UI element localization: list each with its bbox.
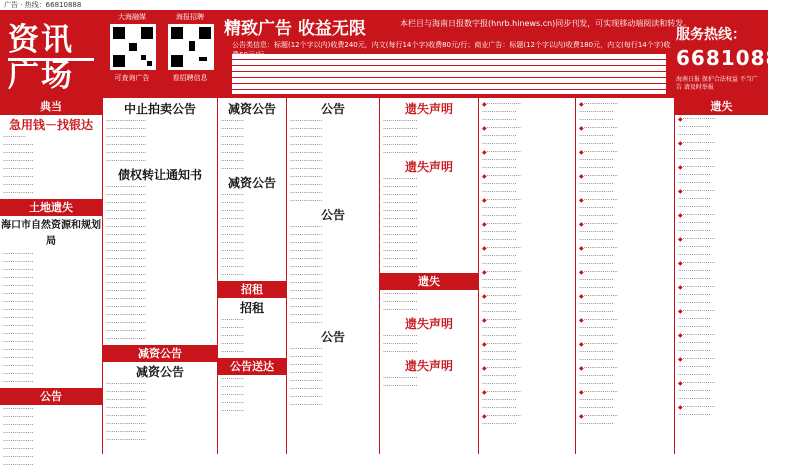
ad-body: ·················· ·················· — [383, 375, 418, 390]
ad-title-yinda: 急用钱－找银达 — [8, 118, 93, 132]
column-3 — [218, 98, 287, 454]
rates-text: 公告类信息：标题(12个字以内)收费240元，内文(每行14个字)收费80元/行；商业广告：标题(12个字以内)收费180元，内文(每行14个字)收 — [232, 41, 671, 49]
ad-title-reduction: 减资公告 — [135, 365, 184, 379]
section-logo — [8, 22, 94, 94]
section-land-loss: 土地遗失 — [0, 199, 102, 216]
section-notice-delivery: 公告送达 — [218, 358, 286, 375]
hotline-number: 66810888 — [676, 46, 795, 70]
ad-body: ····················· ····················· ····················· ····················· ····················· ····················· ····················· ····················· ····················· ····················· ····················· ····················· ····················· ····················· ····················· ····················· ····················· ····················· ····················· ····················· — [106, 184, 147, 343]
ad-title-bureau: 海口市自然资源和规划局 — [1, 220, 101, 247]
ad-body: ····················· ····················· ····················· ····················· ····················· ····················· — [106, 118, 147, 165]
ad-body: ············ ············ ············ ············ ············ ············ ············ — [221, 118, 244, 173]
ad-title-debt: 债权转让通知书 — [117, 168, 202, 182]
ad-body: ·················· ·················· ·················· ·················· ·················· — [383, 118, 418, 157]
column-8 — [675, 98, 768, 454]
ad-body: ············ ············ ············ ············ ············ — [221, 376, 244, 415]
ad-title-auction: 中止拍卖公告 — [123, 102, 196, 116]
ad-body: ············ ················ ················ ················ ················ ················ ················ ················ — [3, 134, 34, 197]
section-capital-reduction: 减资公告 — [103, 345, 217, 362]
ad-body: ············ ············ ············ ············ ············ ············ ············ ············ ············ ············ ············ — [221, 192, 244, 279]
ad-title-notice: 公告 — [320, 330, 345, 344]
section-rent: 招租 — [218, 281, 286, 298]
qr-left-label: 可查询广告 — [114, 74, 150, 82]
ad-title-notice: 公告 — [320, 102, 345, 116]
logo-line-1: 资讯 — [8, 22, 74, 58]
slogan: 精致广告 收益无限 — [224, 19, 366, 39]
qr-left-title: 大海融媒 — [118, 13, 146, 21]
ad-body: ············ ············ ············ ············ ············ — [221, 317, 244, 356]
bulleted-list: ◆·················· ·················· ·················· ◆·················· ·················· ·················· ◆·················· ·················· ·················· ◆·················· ·················· ·················· ◆·················· ·················· ·················· ◆·················· ·················· ·················· ◆·················· ·················· ·················· ◆·················· ·················· ·················· ◆·················· ·················· ·················· ◆·················· ·················· ·················· ◆·················· ·················· ·················· ◆·················· ·················· ·················· ◆·················· ·················· ·················· ◆·················· ·················· — [482, 101, 521, 428]
hotline-label: 服务热线： — [676, 27, 746, 43]
ad-title-loss: 遗失声明 — [404, 317, 453, 331]
ad-body: ·················· ·················· ·················· — [383, 291, 418, 314]
header-note: 海南日报 保护合法权益 不当广告 请及时举报 — [676, 76, 758, 91]
column-1 — [0, 98, 103, 469]
column-4 — [287, 98, 380, 454]
section-notice: 公告 — [0, 388, 102, 405]
classified-header — [0, 10, 795, 98]
qr-left — [106, 13, 158, 86]
qr-right-title: 海报招聘 — [176, 13, 204, 21]
ad-body: ·················· ·················· ·················· — [383, 333, 418, 356]
ad-title-reduction: 减资公告 — [227, 176, 276, 190]
ad-title-reduction: 减资公告 — [227, 102, 276, 116]
column-2 — [103, 98, 218, 454]
header-table — [232, 54, 666, 94]
section-loss: 遗失 — [675, 98, 768, 115]
ad-body: ·················· ·················· ·················· ·················· ·················· ·················· ·················· ·················· ·················· ·················· ·················· ·················· — [383, 176, 418, 271]
column-6 — [479, 98, 576, 454]
bulleted-list: ◆·················· ·················· ·················· ◆·················· ·················· ·················· ◆·················· ·················· ·················· ◆·················· ·················· ·················· ◆·················· ·················· ·················· ◆·················· ·················· ·················· ◆·················· ·················· ·················· ◆·················· ·················· ·················· ◆·················· ·················· ·················· ◆·················· ·················· ·················· ◆·················· ·················· ·················· ◆·················· ·················· ·················· ◆·················· ·················· ·················· ◆·················· ·················· — [579, 101, 618, 428]
ad-title-loss: 遗失声明 — [404, 359, 453, 373]
ad-title-loss: 遗失声明 — [404, 102, 453, 116]
ad-body: ················· ················· ················· ················· ················· ················· ················· ················· ················· ················· ················· — [290, 118, 323, 205]
ad-body: ················ ················ ················ ················ ················ ················ ················ ················ ················ ················ ················ ················ ················ ················ ················ ················ ················ — [3, 251, 34, 386]
ad-title-rent: 招租 — [239, 301, 264, 315]
qr-right — [164, 13, 216, 86]
section-pawn: 典当 — [0, 98, 102, 115]
qr-right-label: 看招聘信息 — [172, 74, 208, 82]
ad-body: ················ ················ ················ ················ ················ ················ ················ ················ — [3, 406, 34, 469]
site-note: 本栏目与海南日报数字报(hnrb.hinews.cn)同步刊发，可实现移动端阅读和转发。 — [400, 19, 692, 28]
ad-title-loss: 遗失声明 — [404, 160, 453, 174]
column-7 — [576, 98, 675, 454]
qr-code-icon — [110, 24, 156, 70]
logo-line-2: 广场 — [8, 58, 74, 94]
bulleted-list: ◆················· ················· ················· ◆················· ················· ················· ◆················· ················· ················· ◆················· ················· ················· ◆················· ················· ················· ◆················· ················· ················· ◆················· ················· ················· ◆················· ················· ················· ◆················· ················· ················· ◆················· ················· ················· ◆················· ················· ················· ◆················· ················· ················· ◆················· ················· — [678, 116, 716, 419]
section-loss: 遗失 — [380, 273, 478, 290]
top-bar: 广告 · 热线：66810888 — [4, 1, 82, 9]
ad-body: ················· ················· ················· ················· ················· ················· ················· ················· — [290, 346, 323, 409]
column-5 — [380, 98, 479, 454]
ad-body: ················· ················· ················· ················· ················· ················· ················· ················· ················· ················· ················· ················· ················· — [290, 224, 323, 327]
qr-code-icon — [168, 24, 214, 70]
ad-title-notice: 公告 — [320, 208, 345, 222]
ad-body: ····················· ····················· ····················· ····················· ····················· ····················· ····················· ····················· — [106, 381, 147, 444]
